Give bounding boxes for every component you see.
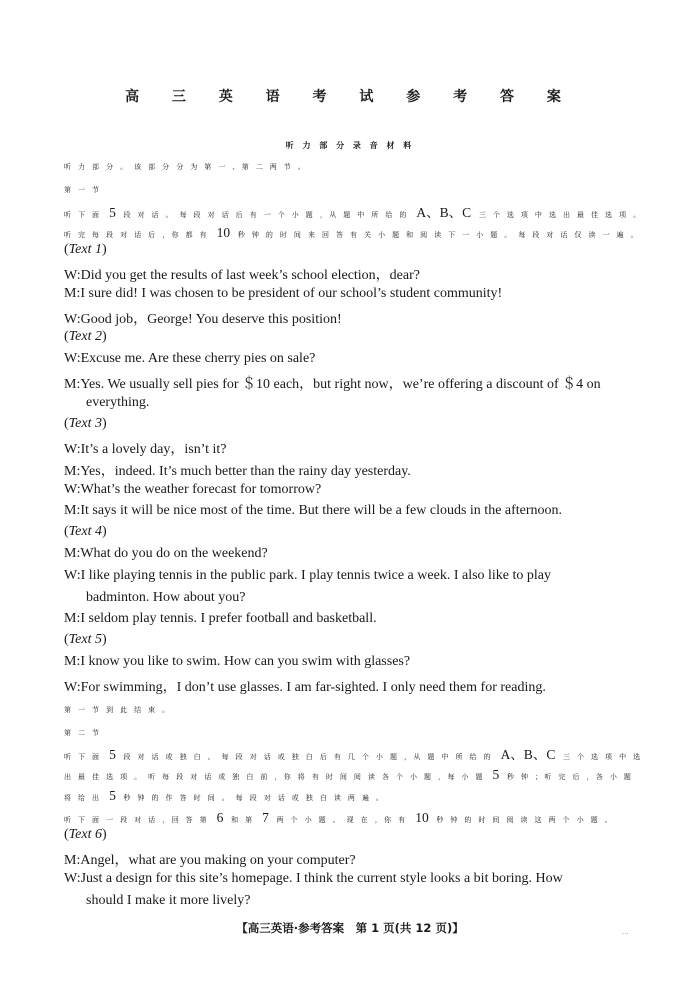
text4-line2-cont: badminton. How about you? bbox=[86, 590, 246, 605]
instr-number: 6 bbox=[216, 810, 224, 825]
section-subtitle: 听 力 部 分 录 音 材 料 bbox=[285, 141, 415, 150]
section2-instruction-line4 bbox=[64, 810, 614, 826]
instr-text: 两 个 小 题 。 现 在 ，你 有 bbox=[276, 816, 408, 824]
text1-line3: W:Good job，George! You deserve this position! bbox=[64, 312, 342, 327]
instr-text: 秒 钟 ；听 完 后 ，各 小 题 bbox=[506, 773, 634, 781]
text3-line2: M:Yes，indeed. It’s much better than the rainy day yesterday. bbox=[64, 464, 411, 479]
instr-text: 秒 钟 的 时 间 阅 读 这 两 个 小 题 。 bbox=[436, 816, 615, 824]
page-title: 高 三 英 语 考 试 参 考 答 案 bbox=[125, 89, 575, 105]
instr-number: 5 bbox=[109, 205, 116, 220]
instr-text: 三 个 选 项 中 选 bbox=[562, 753, 643, 761]
text2-line2-cont: everything. bbox=[86, 395, 150, 410]
instr-text: 秒 钟 的 时 间 来 回 答 有 关 小 题 和 阅 读 下 一 小 题 。 每 段 对 话 仅 读 一 遍 。 bbox=[237, 231, 640, 239]
instr-text: 听 下 面 一 段 对 话 ，回 答 第 bbox=[64, 816, 210, 824]
instr-text: 将 给 出 bbox=[64, 794, 102, 802]
text3-line1: W:It’s a lovely day，isn’t it? bbox=[64, 442, 227, 457]
text5-line2: W:For swimming，I don’t use glasses. I am far-sighted. I only need them for reading. bbox=[64, 680, 546, 695]
text3-line4: M:It says it will be nice most of the time. But there will be a few clouds in the afternoon. bbox=[64, 503, 563, 518]
instr-text: 和 第 bbox=[231, 816, 255, 824]
section1-heading: 第 一 节 bbox=[64, 186, 102, 194]
instr-text: 段 对 话 或 独 白 。 每 段 对 话 或 独 白 后 有 几 个 小 题 ，从 题 中 所 给 的 bbox=[123, 753, 493, 761]
text2-line2: M:Yes. We usually sell pies for ＄10 each，but right now，we’re offering a discount of ＄4 on bbox=[64, 377, 601, 392]
text6-line2-cont: should I make it more lively? bbox=[86, 893, 251, 908]
text1-label: (Text 1) bbox=[64, 242, 107, 257]
section2-instruction-line2 bbox=[64, 767, 633, 783]
instr-number: 7 bbox=[262, 810, 269, 825]
section2-instruction-line1 bbox=[64, 743, 643, 763]
instr-text: 三 个 选 项 中 选 出 最 佳 选 项 。 bbox=[478, 211, 643, 219]
corner-mark: ... bbox=[622, 928, 629, 936]
instr-text: 段 对 话 。 每 段 对 话 后 有 一 个 小 题 ，从 题 中 所 给 的 bbox=[123, 211, 409, 219]
text6-line2: W:Just a design for this site’s homepage. I think the current style looks a bit boring. How bbox=[64, 871, 563, 886]
text4-line3: M:I seldom play tennis. I prefer football and basketball. bbox=[64, 611, 377, 626]
text3-label: (Text 3) bbox=[64, 416, 107, 431]
instr-number: 5 bbox=[492, 767, 500, 782]
instr-number: 10 bbox=[216, 225, 231, 240]
instr-text: 秒 钟 的 作 答 时 间 。 每 段 对 话 或 独 白 读 两 遍 。 bbox=[123, 794, 386, 802]
text1-line1: W:Did you get the results of last week’s school election，dear? bbox=[64, 268, 420, 283]
text4-line2: W:I like playing tennis in the public park. I play tennis twice a week. I also like to play bbox=[64, 568, 552, 583]
section1-instruction-line1 bbox=[64, 201, 643, 221]
instr-text: 听 下 面 bbox=[64, 753, 102, 761]
instr-options: A、B、C bbox=[500, 747, 556, 762]
text2-line1: W:Excuse me. Are these cherry pies on sale? bbox=[64, 351, 316, 366]
text4-line1: M:What do you do on the weekend? bbox=[64, 546, 268, 561]
section1-end: 第 一 节 到 此 结 束 。 bbox=[64, 706, 172, 714]
text6-label: (Text 6) bbox=[64, 827, 107, 842]
instr-number: 5 bbox=[109, 747, 116, 762]
text6-line1: M:Angel，what are you making on your computer? bbox=[64, 853, 356, 868]
instr-number: 5 bbox=[109, 788, 116, 803]
text5-label: (Text 5) bbox=[64, 632, 107, 647]
instr-number: 10 bbox=[415, 810, 429, 825]
text2-label: (Text 2) bbox=[64, 329, 107, 344]
section2-instruction-line3 bbox=[64, 788, 385, 804]
instr-text: 听 下 面 bbox=[64, 211, 102, 219]
instr-text: 出 最 佳 选 项 。 听 每 段 对 话 或 独 白 前 ，你 将 有 时 间 阅 读 各 个 小 题 ，每 小 题 bbox=[64, 773, 485, 781]
intro-text: 听 力 部 分 。 该 部 分 分 为 第 一 、第 二 两 节 。 bbox=[64, 163, 308, 171]
section1-instruction-line2 bbox=[64, 225, 640, 241]
instr-options: A、B、C bbox=[416, 205, 472, 220]
page-footer: 【高三英语·参考答案 第 1 页(共 12 页)】 bbox=[236, 921, 464, 935]
text3-line3: W:What’s the weather forecast for tomorrow? bbox=[64, 482, 322, 497]
text4-label: (Text 4) bbox=[64, 524, 107, 539]
text1-line2: M:I sure did! I was chosen to be president of our school’s student community! bbox=[64, 286, 503, 301]
section2-heading: 第 二 节 bbox=[64, 729, 102, 737]
text5-line1: M:I know you like to swim. How can you swim with glasses? bbox=[64, 654, 411, 669]
instr-text: 听 完 每 段 对 话 后 ，你 都 有 bbox=[64, 231, 210, 239]
